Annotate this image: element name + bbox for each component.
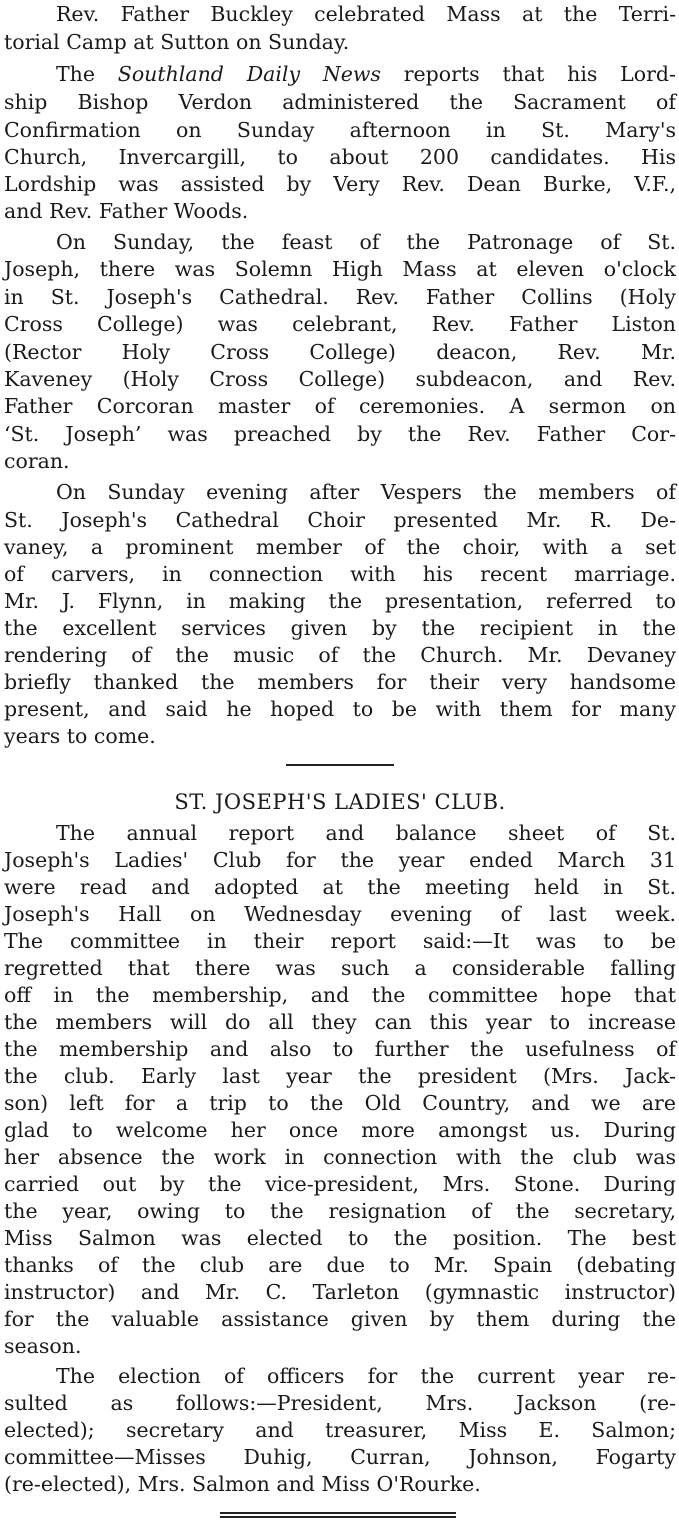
club-report-line-9: the membership and also to further the usefulness of (4, 1037, 676, 1061)
club-report-line-5: The committee in their report said:—It was to be (4, 929, 676, 953)
newspaper-column (4, 0, 676, 1527)
paragraph-confirmation-line-2: ship Bishop Verdon administered the Sacrament of (4, 90, 676, 114)
paragraph-devaney-line-9: present, and said he hoped to be with them for many (4, 697, 676, 721)
club-report-line-14: carried out by the vice-president, Mrs. Stone. During (4, 1172, 676, 1196)
club-election-line-1: The election of officers for the current year re- (56, 1364, 676, 1388)
paragraph-devaney-line-8: briefly thanked the members for their very handsome (4, 670, 676, 694)
club-report-line-6: regretted that there was such a considerable falling (4, 956, 676, 980)
club-report-line-18: instructor) and Mr. C. Tarleton (gymnastic instructor) (4, 1280, 676, 1304)
paragraph-devaney-line-4: of carvers, in connection with his recent marriage. (4, 562, 676, 586)
club-report-line-17: thanks of the club are due to Mr. Spain (debating (4, 1253, 676, 1277)
club-report-line-8: the members will do all they can this year to increase (4, 1010, 676, 1034)
club-report-line-16: Miss Salmon was elected to the position. The best (4, 1226, 676, 1250)
club-report-line-13: her absence the work in connection with the club was (4, 1145, 676, 1169)
paragraph-devaney-line-3: vaney, a prominent member of the choir, with a set (4, 535, 676, 559)
confirmation-lead-rest: reports that his Lord- (380, 62, 676, 86)
club-election-line-2: sulted as follows:—President, Mrs. Jackson (re- (4, 1391, 676, 1415)
paragraph-patronage-line-1: On Sunday, the feast of the Patronage of St. (56, 230, 676, 254)
paragraph-patronage-line-9: coran. (4, 449, 70, 473)
newspaper-title: Southland Daily News (117, 62, 381, 86)
club-report-line-19: for the valuable assistance given by them during the (4, 1307, 676, 1331)
paragraph-patronage-line-3: in St. Joseph's Cathedral. Rev. Father Collins (Holy (4, 285, 676, 309)
paragraph-confirmation-line-4: Church, Invercargill, to about 200 candidates. His (4, 145, 676, 169)
club-report-line-2: Joseph's Ladies' Club for the year ended March 31 (4, 848, 676, 872)
paragraph-buckley-line-2: torial Camp at Sutton on Sunday. (4, 30, 350, 54)
club-report-line-3: were read and adopted at the meeting held in St. (4, 875, 676, 899)
paragraph-devaney-line-2: St. Joseph's Cathedral Choir presented Mr. R. De- (4, 508, 676, 532)
paragraph-buckley-line-1: Rev. Father Buckley celebrated Mass at the Terri- (56, 2, 676, 26)
paragraph-confirmation-line-6: and Rev. Father Woods. (4, 199, 249, 223)
paragraph-devaney-line-10: years to come. (4, 724, 156, 748)
confirmation-lead: The (56, 62, 118, 86)
club-report-line-20: season. (4, 1334, 82, 1358)
paragraph-devaney-line-5: Mr. J. Flynn, in making the presentation, referred to (4, 589, 676, 613)
paragraph-patronage-line-2: Joseph, there was Solemn High Mass at eleven o'clock (4, 257, 676, 281)
paragraph-patronage-line-7: Father Corcoran master of ceremonies. A sermon on (4, 394, 676, 418)
separator-rule (286, 764, 394, 766)
paragraph-patronage-line-4: Cross College) was celebrant, Rev. Father Liston (4, 312, 676, 336)
closing-double-rule (220, 1512, 456, 1518)
paragraph-confirmation-line-5: Lordship was assisted by Very Rev. Dean Burke, V.F., (4, 172, 676, 196)
club-report-line-12: glad to welcome her once more amongst us. During (4, 1118, 676, 1142)
club-election-line-3: elected); secretary and treasurer, Miss E. Salmon; (4, 1418, 676, 1442)
paragraph-confirmation-line-1 (56, 60, 676, 88)
club-election-line-5: (re-elected), Mrs. Salmon and Miss O'Rourke. (4, 1472, 481, 1496)
paragraph-devaney-line-7: rendering of the music of the Church. Mr. Devaney (4, 643, 676, 667)
paragraph-devaney-line-1: On Sunday evening after Vespers the members of (56, 480, 676, 504)
paragraph-patronage-line-6: Kaveney (Holy Cross College) subdeacon, and Rev. (4, 367, 676, 391)
paragraph-patronage-line-8: ‘St. Joseph’ was preached by the Rev. Father Cor- (4, 422, 676, 446)
club-report-line-11: son) left for a trip to the Old Country, and we are (4, 1091, 676, 1115)
paragraph-devaney-line-6: the excellent services given by the recipient in the (4, 616, 676, 640)
club-election-line-4: committee—Misses Duhig, Curran, Johnson, Fogarty (4, 1445, 676, 1469)
club-report-line-4: Joseph's Hall on Wednesday evening of last week. (4, 902, 676, 926)
paragraph-patronage-line-5: (Rector Holy Cross College) deacon, Rev. Mr. (4, 340, 676, 364)
paragraph-confirmation-line-3: Confirmation on Sunday afternoon in St. Mary's (4, 118, 676, 142)
club-report-line-7: off in the membership, and the committee hope that (4, 983, 676, 1007)
section-heading: ST. JOSEPH'S LADIES' CLUB. (174, 790, 506, 814)
club-report-line-15: the year, owing to the resignation of the secretary, (4, 1199, 676, 1223)
club-report-line-1: The annual report and balance sheet of St. (56, 821, 676, 845)
club-report-line-10: the club. Early last year the president (Mrs. Jack- (4, 1064, 676, 1088)
